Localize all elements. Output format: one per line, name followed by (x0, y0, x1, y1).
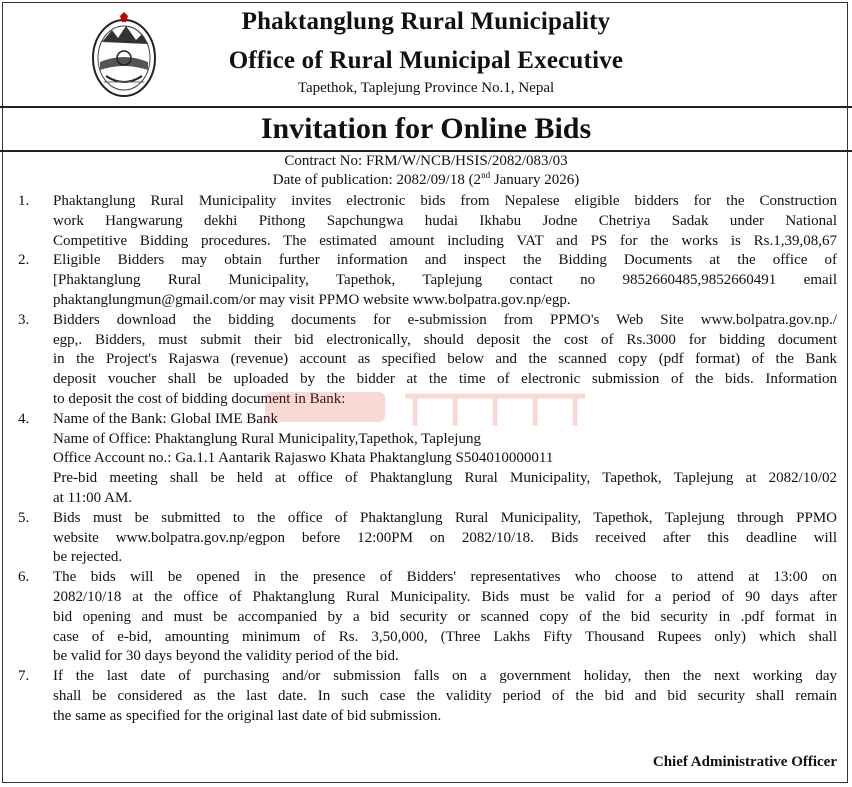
item-line: Bids must be submitted to the office of Phaktanglung Rural Municipality, Tapethok, Taplejung through PPMO (53, 509, 837, 526)
item-line: phaktanglungmun@gmail.com/or may visit PPMO website www.bolpatra.gov.np/egp. (53, 291, 571, 308)
item-number: 3. (18, 311, 30, 328)
item-line: website www.bolpatra.gov.np/egpon before 12:00PM on 2082/10/18. Bids received after this deadline will (53, 529, 837, 546)
notice-title: Invitation for Online Bids (0, 106, 852, 152)
notice-item-1 (0, 192, 852, 251)
item-line: be rejected. (53, 549, 123, 566)
notice-item-6 (0, 568, 852, 667)
item-number: 7. (18, 668, 30, 685)
item-line: in the Project's Rajaswa (revenue) account as specified below and the scanned copy (pdf format) of the Bank (53, 351, 837, 368)
publication-date-sup: nd (481, 170, 491, 180)
item-line: Name of Office: Phaktanglung Rural Municipality,Tapethok, Taplejung (53, 430, 481, 447)
publication-date-prefix: Date of publication: 2082/09/18 (2 (272, 172, 482, 188)
office-address: Tapethok, Taplejung Province No.1, Nepal (297, 80, 555, 96)
item-line: the same as specified for the original last date of bid submission. (53, 707, 442, 724)
notice-items (0, 192, 852, 727)
item-line: egp,. Bidders, must submit their bid electronically, should deposit the cost of Rs.3000 for bidding document (53, 331, 837, 348)
item-line: to deposit the cost of bidding document in Bank: (53, 390, 346, 407)
notice-item-4 (0, 410, 852, 509)
item-line: work Hangwarung dekhi Pithong Sapchungwa hudai Ikhabu Jodne Chetriya Sadak under National (53, 212, 837, 229)
item-line: Bidders download the bidding documents for e-submission from PPMO's Web Site www.bolpatra.gov.np./ (53, 311, 837, 328)
item-number: 5. (18, 509, 30, 526)
notice-item-3 (0, 311, 852, 410)
item-line: be valid for 30 days beyond the validity period of the bid. (53, 648, 399, 665)
signature-title: Chief Administrative Officer (652, 754, 837, 770)
item-line: The bids will be opened in the presence of Bidders' representatives who choose to attend at 13:00 on (53, 569, 837, 586)
item-line: If the last date of purchasing and/or submission falls on a government holiday, then the next working day (53, 668, 837, 685)
item-line: at 11:00 AM. (53, 489, 133, 506)
item-line: case of e-bid, amounting minimum of Rs. 3,50,000, (Three Lakhs Fifty Thousand Rupees only) which shall (53, 628, 837, 645)
notice-item-5 (0, 509, 852, 568)
item-line: Competitive Bidding procedures. The estimated amount including VAT and PS for the works is Rs.1,39,08,67 (53, 232, 837, 249)
item-line: [Phaktanglung Rural Municipality, Tapethok, Taplejung contact no 9852660485,9852660491 email (53, 272, 837, 289)
item-number: 2. (18, 252, 30, 269)
item-line: 2082/10/18 at the office of Phaktanglung Rural Municipality. Bids must be valid for a period of 90 days after (53, 588, 837, 605)
publication-date-suffix: January 2026) (490, 172, 580, 188)
notice-item-2 (0, 251, 852, 310)
item-number: 6. (18, 569, 30, 586)
notice-item-7 (0, 667, 852, 726)
item-line: Office Account no.: Ga.1.1 Aantarik Rajaswo Khata Phaktanglung S504010000011 (53, 450, 554, 467)
publication-date (0, 172, 852, 189)
item-number: 1. (18, 193, 30, 209)
item-line: shall be considered as the last date. In such case the validity period of the bid and bid security shall remain (53, 687, 837, 704)
item-line: deposit voucher shall be uploaded by the bidder at the time of electronic submission of the bids. Information (53, 371, 837, 388)
item-line: Name of the Bank: Global IME Bank (53, 410, 278, 427)
contract-number: Contract No: FRM/W/NCB/HSIS/2082/083/03 (284, 153, 568, 169)
item-number: 4. (18, 410, 30, 427)
office-name: Office of Rural Municipal Executive (228, 47, 624, 74)
item-line: Eligible Bidders may obtain further information and inspect the Bidding Documents at the office of (53, 252, 837, 269)
municipality-name: Phaktanglung Rural Municipality (241, 8, 611, 35)
item-line: bid opening and must be accompanied by a bid security or scanned copy of the bid security in .pdf format in (53, 608, 837, 625)
item-line: Phaktanglung Rural Municipality invites electronic bids from Nepalese eligible bidders for the Construction (53, 193, 837, 209)
item-line: Pre-bid meeting shall be held at office of Phaktanglung Rural Municipality, Tapethok, Taplejung at 2082/10/02 (53, 470, 837, 487)
